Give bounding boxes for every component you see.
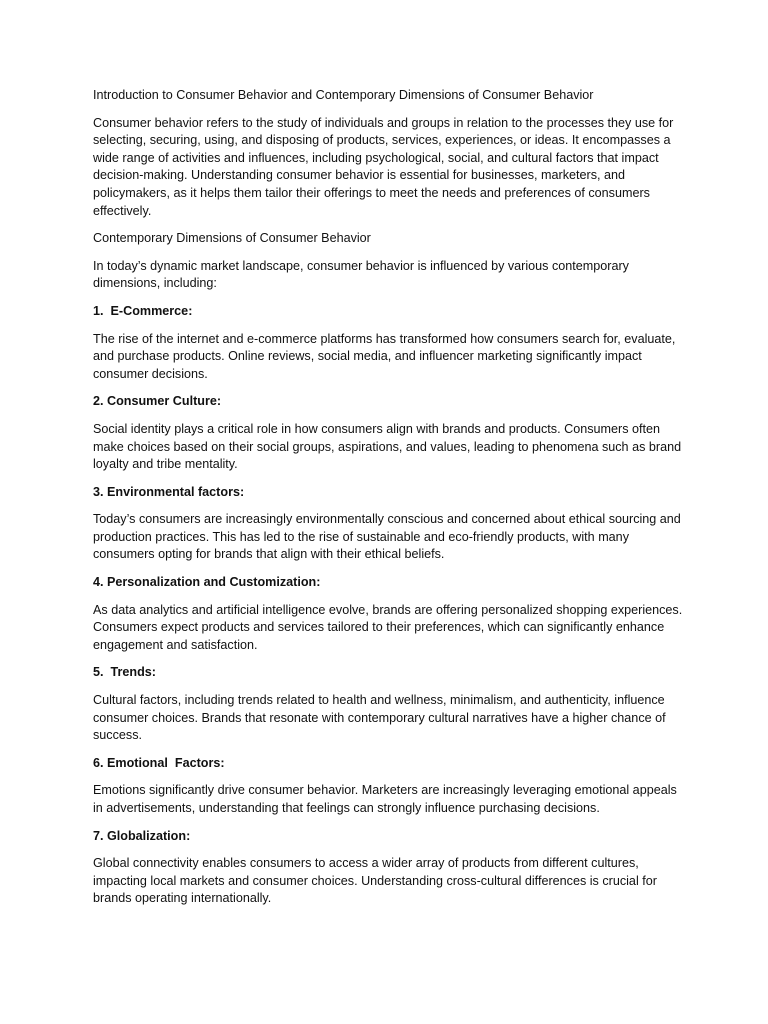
- section-heading-emotional: 6. Emotional Factors:: [93, 755, 225, 770]
- intro-paragraph: Consumer behavior refers to the study of individuals and groups in relation to the processes they use for selecting, securing, using, and disposing of products, services, experiences, or ideas. It encompasses a wide range of activities and influences, including psychological, social, and cultural factors that impact decision-making. Understanding consumer behavior is essential for businesses, marketers, and policymakers, as it helps them tailor their offerings to meet the needs and preferences of consumers effectively.: [93, 115, 674, 218]
- section-subtitle: Contemporary Dimensions of Consumer Behavior: [93, 231, 371, 246]
- section-heading-ecommerce: 1. E-Commerce:: [93, 303, 193, 318]
- lead-paragraph: In today’s dynamic market landscape, consumer behavior is influenced by various contemporary dimensions, including:: [93, 258, 629, 291]
- section-body-environmental: Today’s consumers are increasingly environmentally conscious and concerned about ethical sourcing and production practices. This has led to the rise of sustainable and eco-friendly products, with many consumers opting for brands that align with their ethical beliefs.: [93, 512, 681, 562]
- document-title: Introduction to Consumer Behavior and Contemporary Dimensions of Consumer Behavior: [93, 88, 594, 102]
- section-body-emotional: Emotions significantly drive consumer behavior. Marketers are increasingly leveraging emotional appeals in advertisements, understanding that feelings can strongly influence purchasing decisions.: [93, 783, 677, 815]
- section-heading-environmental: 3. Environmental factors:: [93, 484, 245, 499]
- section-heading-trends: 5. Trends:: [93, 665, 156, 680]
- section-body-consumer-culture: Social identity plays a critical role in how consumers align with brands and products. Consumers often make choices based on their social groups, aspirations, and values, leading to phenomena such as brand loyalty and tribe mentality.: [93, 421, 682, 472]
- document-page: [93, 87, 683, 918]
- section-body-globalization: Global connectivity enables consumers to access a wider array of products from different cultures, impacting local markets and consumer choices. Understanding cross-cultural differences is crucial for brands operating internationally.: [93, 856, 657, 906]
- section-body-personalization: As data analytics and artificial intelligence evolve, brands are offering personalized shopping experiences. Consumers expect products and services tailored to their preferences, which can significantly enhance engagement and satisfaction.: [93, 602, 683, 652]
- section-heading-consumer-culture: 2. Consumer Culture:: [93, 394, 222, 409]
- section-heading-personalization: 4. Personalization and Customization:: [93, 575, 321, 590]
- section-body-trends: Cultural factors, including trends related to health and wellness, minimalism, and authenticity, influence consumer choices. Brands that resonate with contemporary cultural narratives have a higher chance of success.: [93, 693, 666, 743]
- section-heading-globalization: 7. Globalization:: [93, 828, 191, 843]
- section-body-ecommerce: The rise of the internet and e-commerce platforms has transformed how consumers search for, evaluate, and purchase products. Online reviews, social media, and influencer marketing significantly impact consumer decisions.: [93, 331, 676, 381]
